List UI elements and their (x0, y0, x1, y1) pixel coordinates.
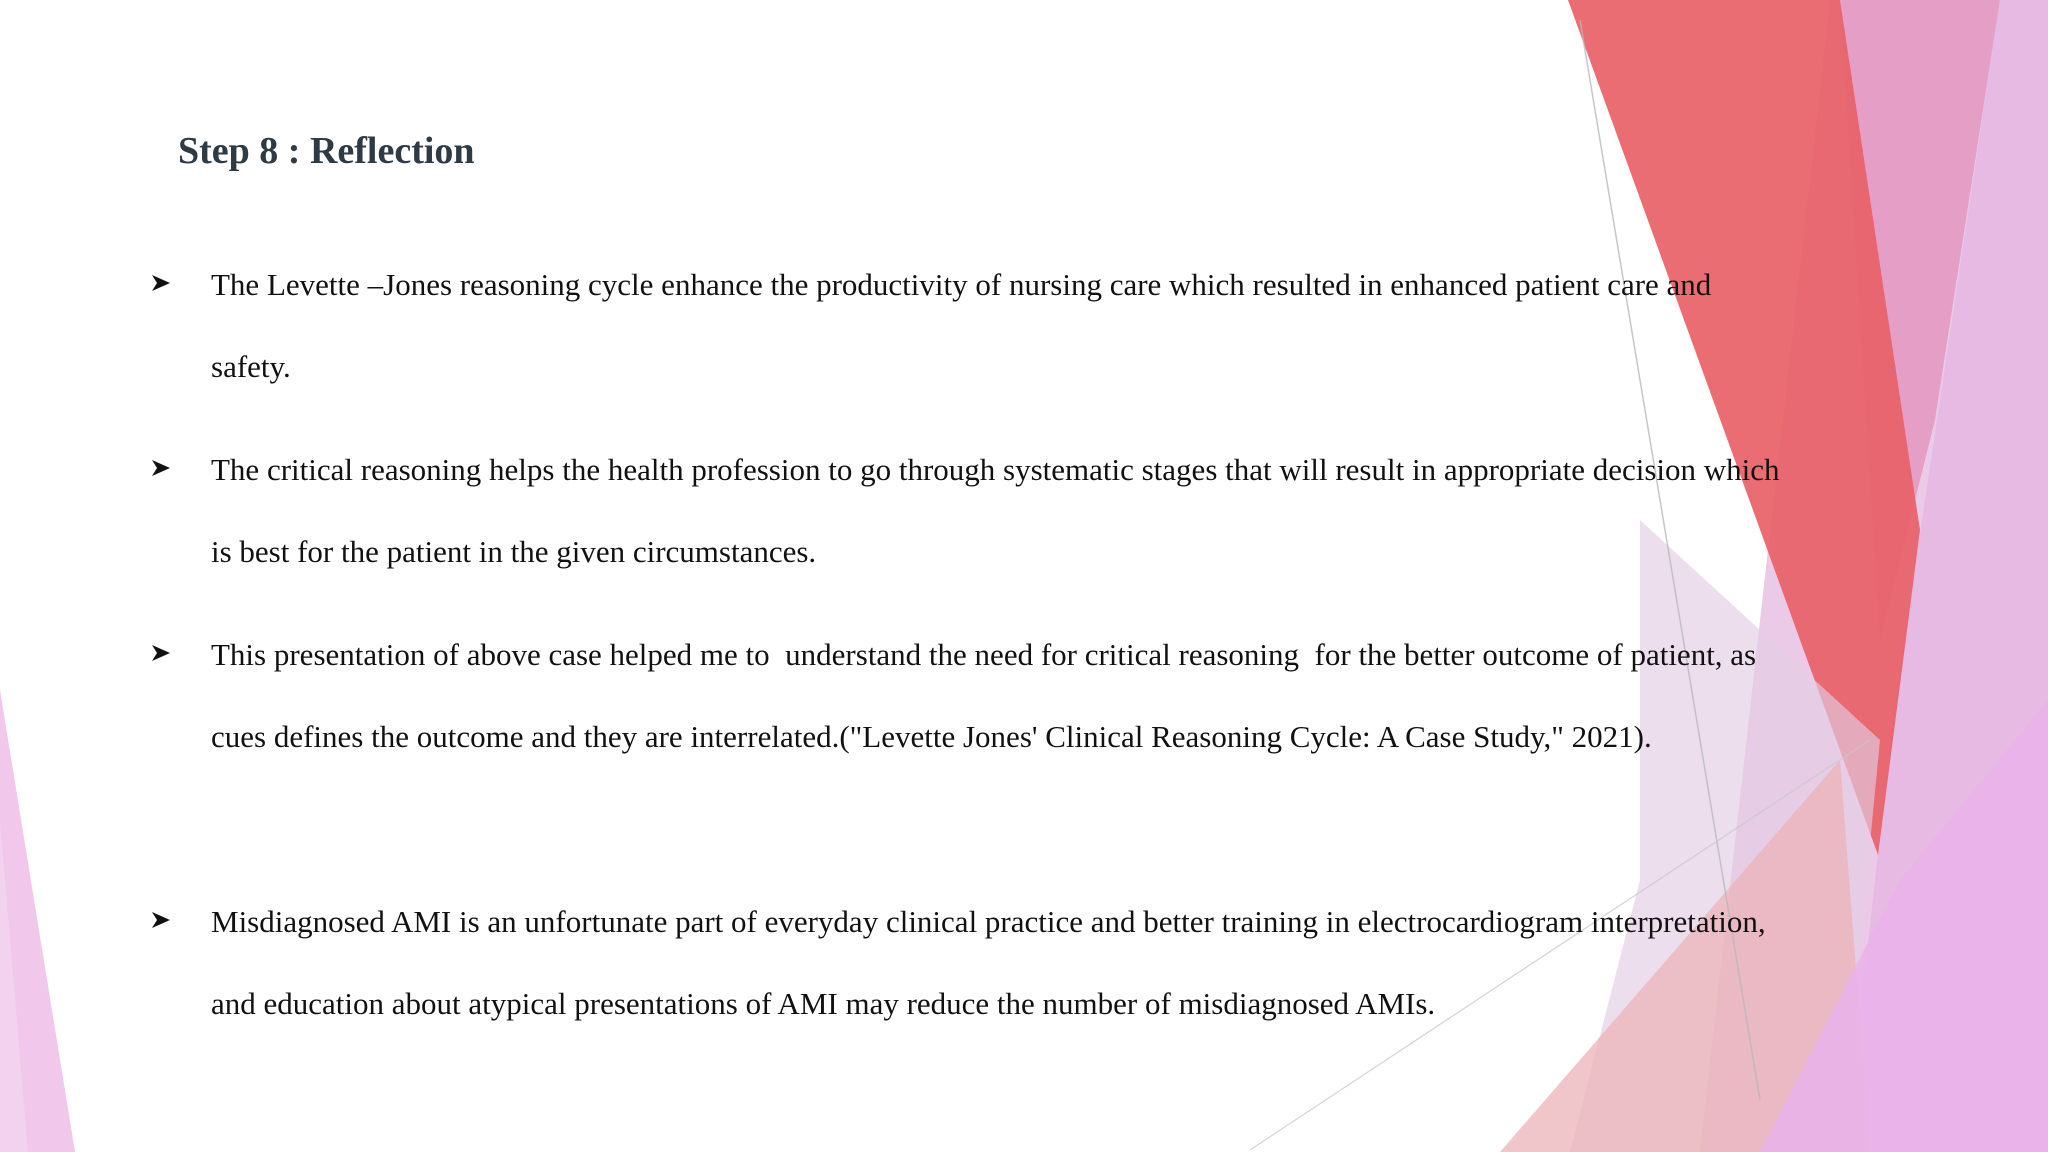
slide-title: Step 8 : Reflection (178, 130, 475, 172)
arrowhead-bullet-icon (150, 457, 172, 479)
bullet-item (150, 904, 1790, 1045)
arrowhead-bullet-icon (150, 909, 172, 931)
bullet-text: The critical reasoning helps the health profession to go through systematic stages that will result in appropriate decision which is best for the patient in the given circumstances. (211, 452, 1788, 569)
bullet-item (150, 637, 1790, 778)
bullet-item (150, 267, 1790, 408)
bullet-item (150, 452, 1790, 593)
bullet-text: Misdiagnosed AMI is an unfortunate part of everyday clinical practice and better training in electrocardiogram interpretation, and education about atypical presentations of AMI may reduce the number of misdiagnosed AMIs. (211, 904, 1774, 1021)
bullet-text: This presentation of above case helped me to understand the need for critical reasoning for the better outcome of patient, as cues defines the outcome and they are interrelated.("Levette Jones' Clinical Reasoning Cycle: A Case Study," 2021). (211, 637, 1764, 754)
arrowhead-bullet-icon (150, 642, 172, 664)
bullet-text: The Levette –Jones reasoning cycle enhance the productivity of nursing care which resulted in enhanced patient care and safety. (211, 267, 1720, 384)
arrowhead-bullet-icon (150, 272, 172, 294)
